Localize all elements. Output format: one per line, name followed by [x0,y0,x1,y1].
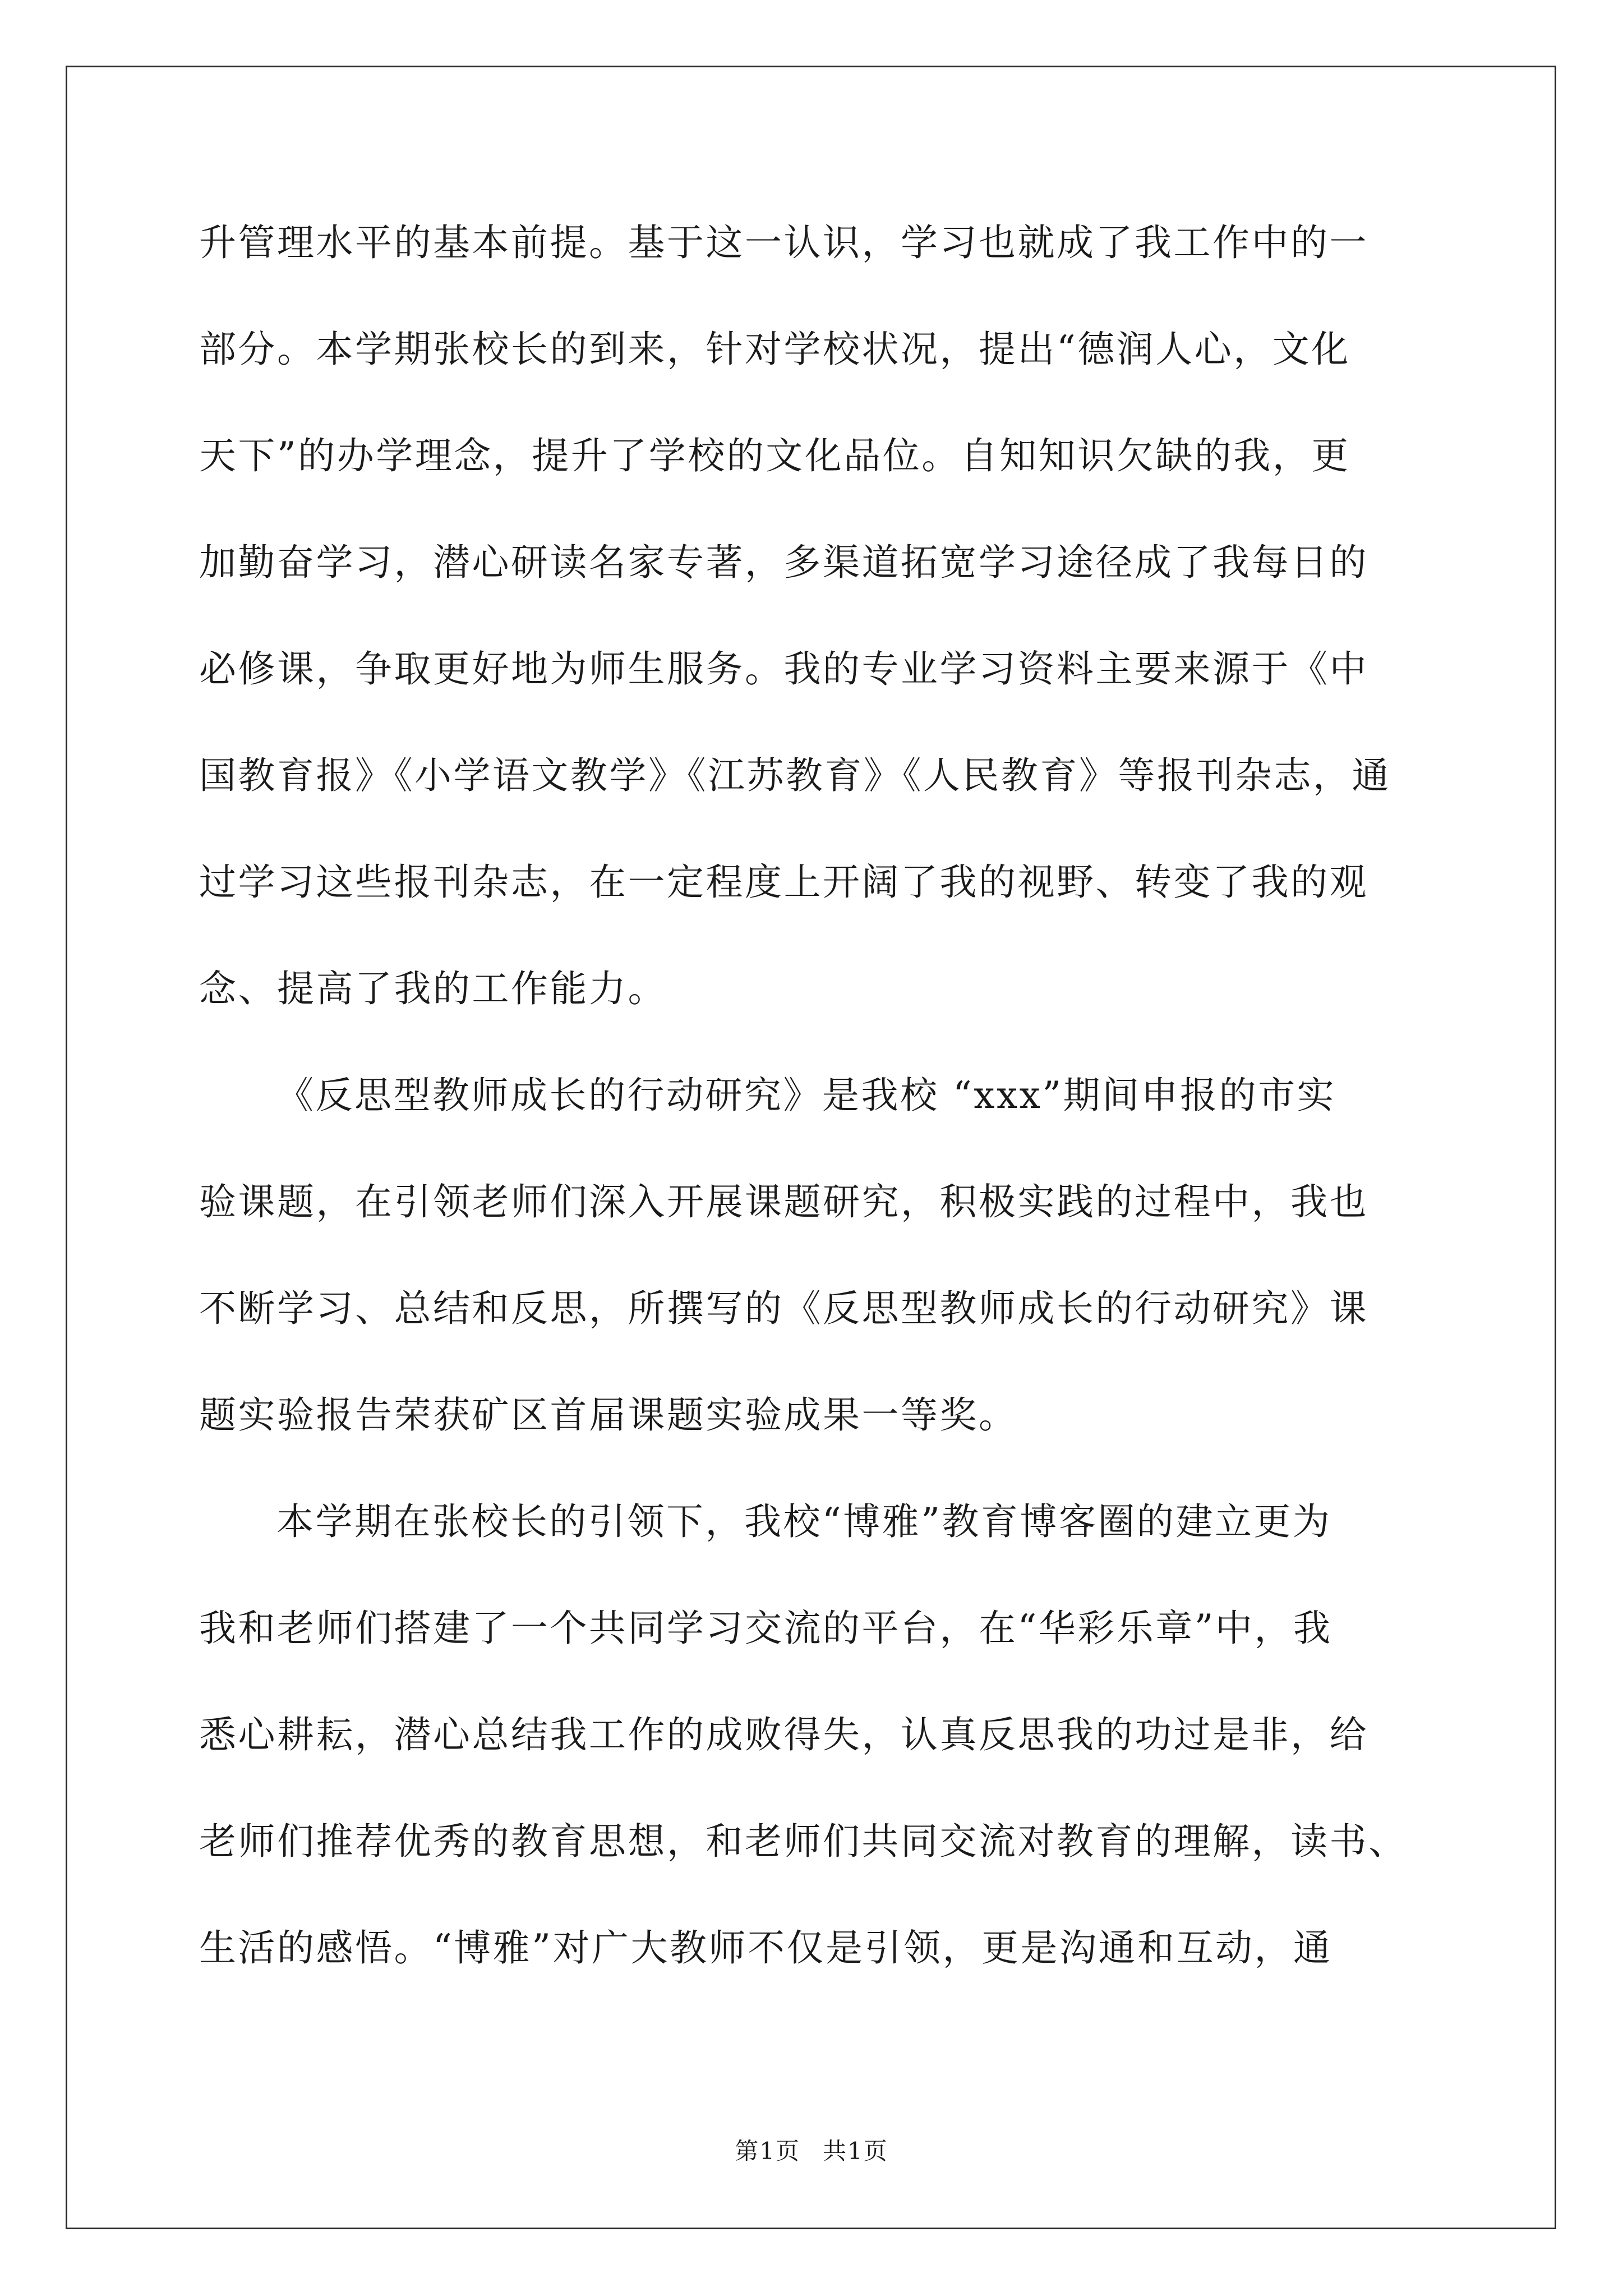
text-line: 必修课，争取更好地为师生服务。我的专业学习资料主要来源于《中 [199,647,1368,691]
page-number: 第1页 [735,2137,800,2165]
text-line: 升管理水平的基本前提。基于这一认识，学习也就成了我工作中的一 [199,221,1368,264]
text-line: 生活的感悟。“博雅”对广大教师不仅是引领，更是沟通和互动，通 [199,1926,1332,1970]
text-line-indented: 本学期在张校长的引领下，我校“博雅”教育博客圈的建立更为 [276,1500,1332,1543]
page-total: 共1页 [823,2137,888,2165]
text-line: 天下”的办学理念，提升了学校的文化品位。自知知识欠缺的我，更 [199,434,1350,477]
text-line: 老师们推荐优秀的教育思想，和老师们共同交流对教育的理解，读书、 [199,1820,1408,1863]
text-line: 国教育报》《小学语文教学》《江苏教育》《人民教育》等报刊杂志，通 [199,754,1391,797]
page-footer [0,2133,1623,2166]
text-line: 验课题，在引领老师们深入开展课题研究，积极实践的过程中，我也 [199,1180,1368,1223]
text-line: 念、提高了我的工作能力。 [199,967,667,1010]
text-line: 部分。本学期张校长的到来，针对学校状况，提出“德润人心，文化 [199,328,1350,371]
text-line: 不断学习、总结和反思，所撰写的《反思型教师成长的行动研究》课 [199,1287,1368,1330]
document-body [199,190,1433,2001]
text-line: 悉心耕耘，潜心总结我工作的成败得失，认真反思我的功过是非，给 [199,1713,1368,1756]
text-line: 题实验报告荣获矿区首届课题实验成果一等奖。 [199,1393,1018,1437]
text-line: 过学习这些报刊杂志，在一定程度上开阔了我的视野、转变了我的观 [199,861,1368,904]
text-line-indented: 《反思型教师成长的行动研究》是我校 “xxx”期间申报的市实 [276,1074,1336,1117]
text-line: 我和老师们搭建了一个共同学习交流的平台，在“华彩乐章”中，我 [199,1607,1332,1650]
text-line: 加勤奋学习，潜心研读名家专著，多渠道拓宽学习途径成了我每日的 [199,541,1368,584]
